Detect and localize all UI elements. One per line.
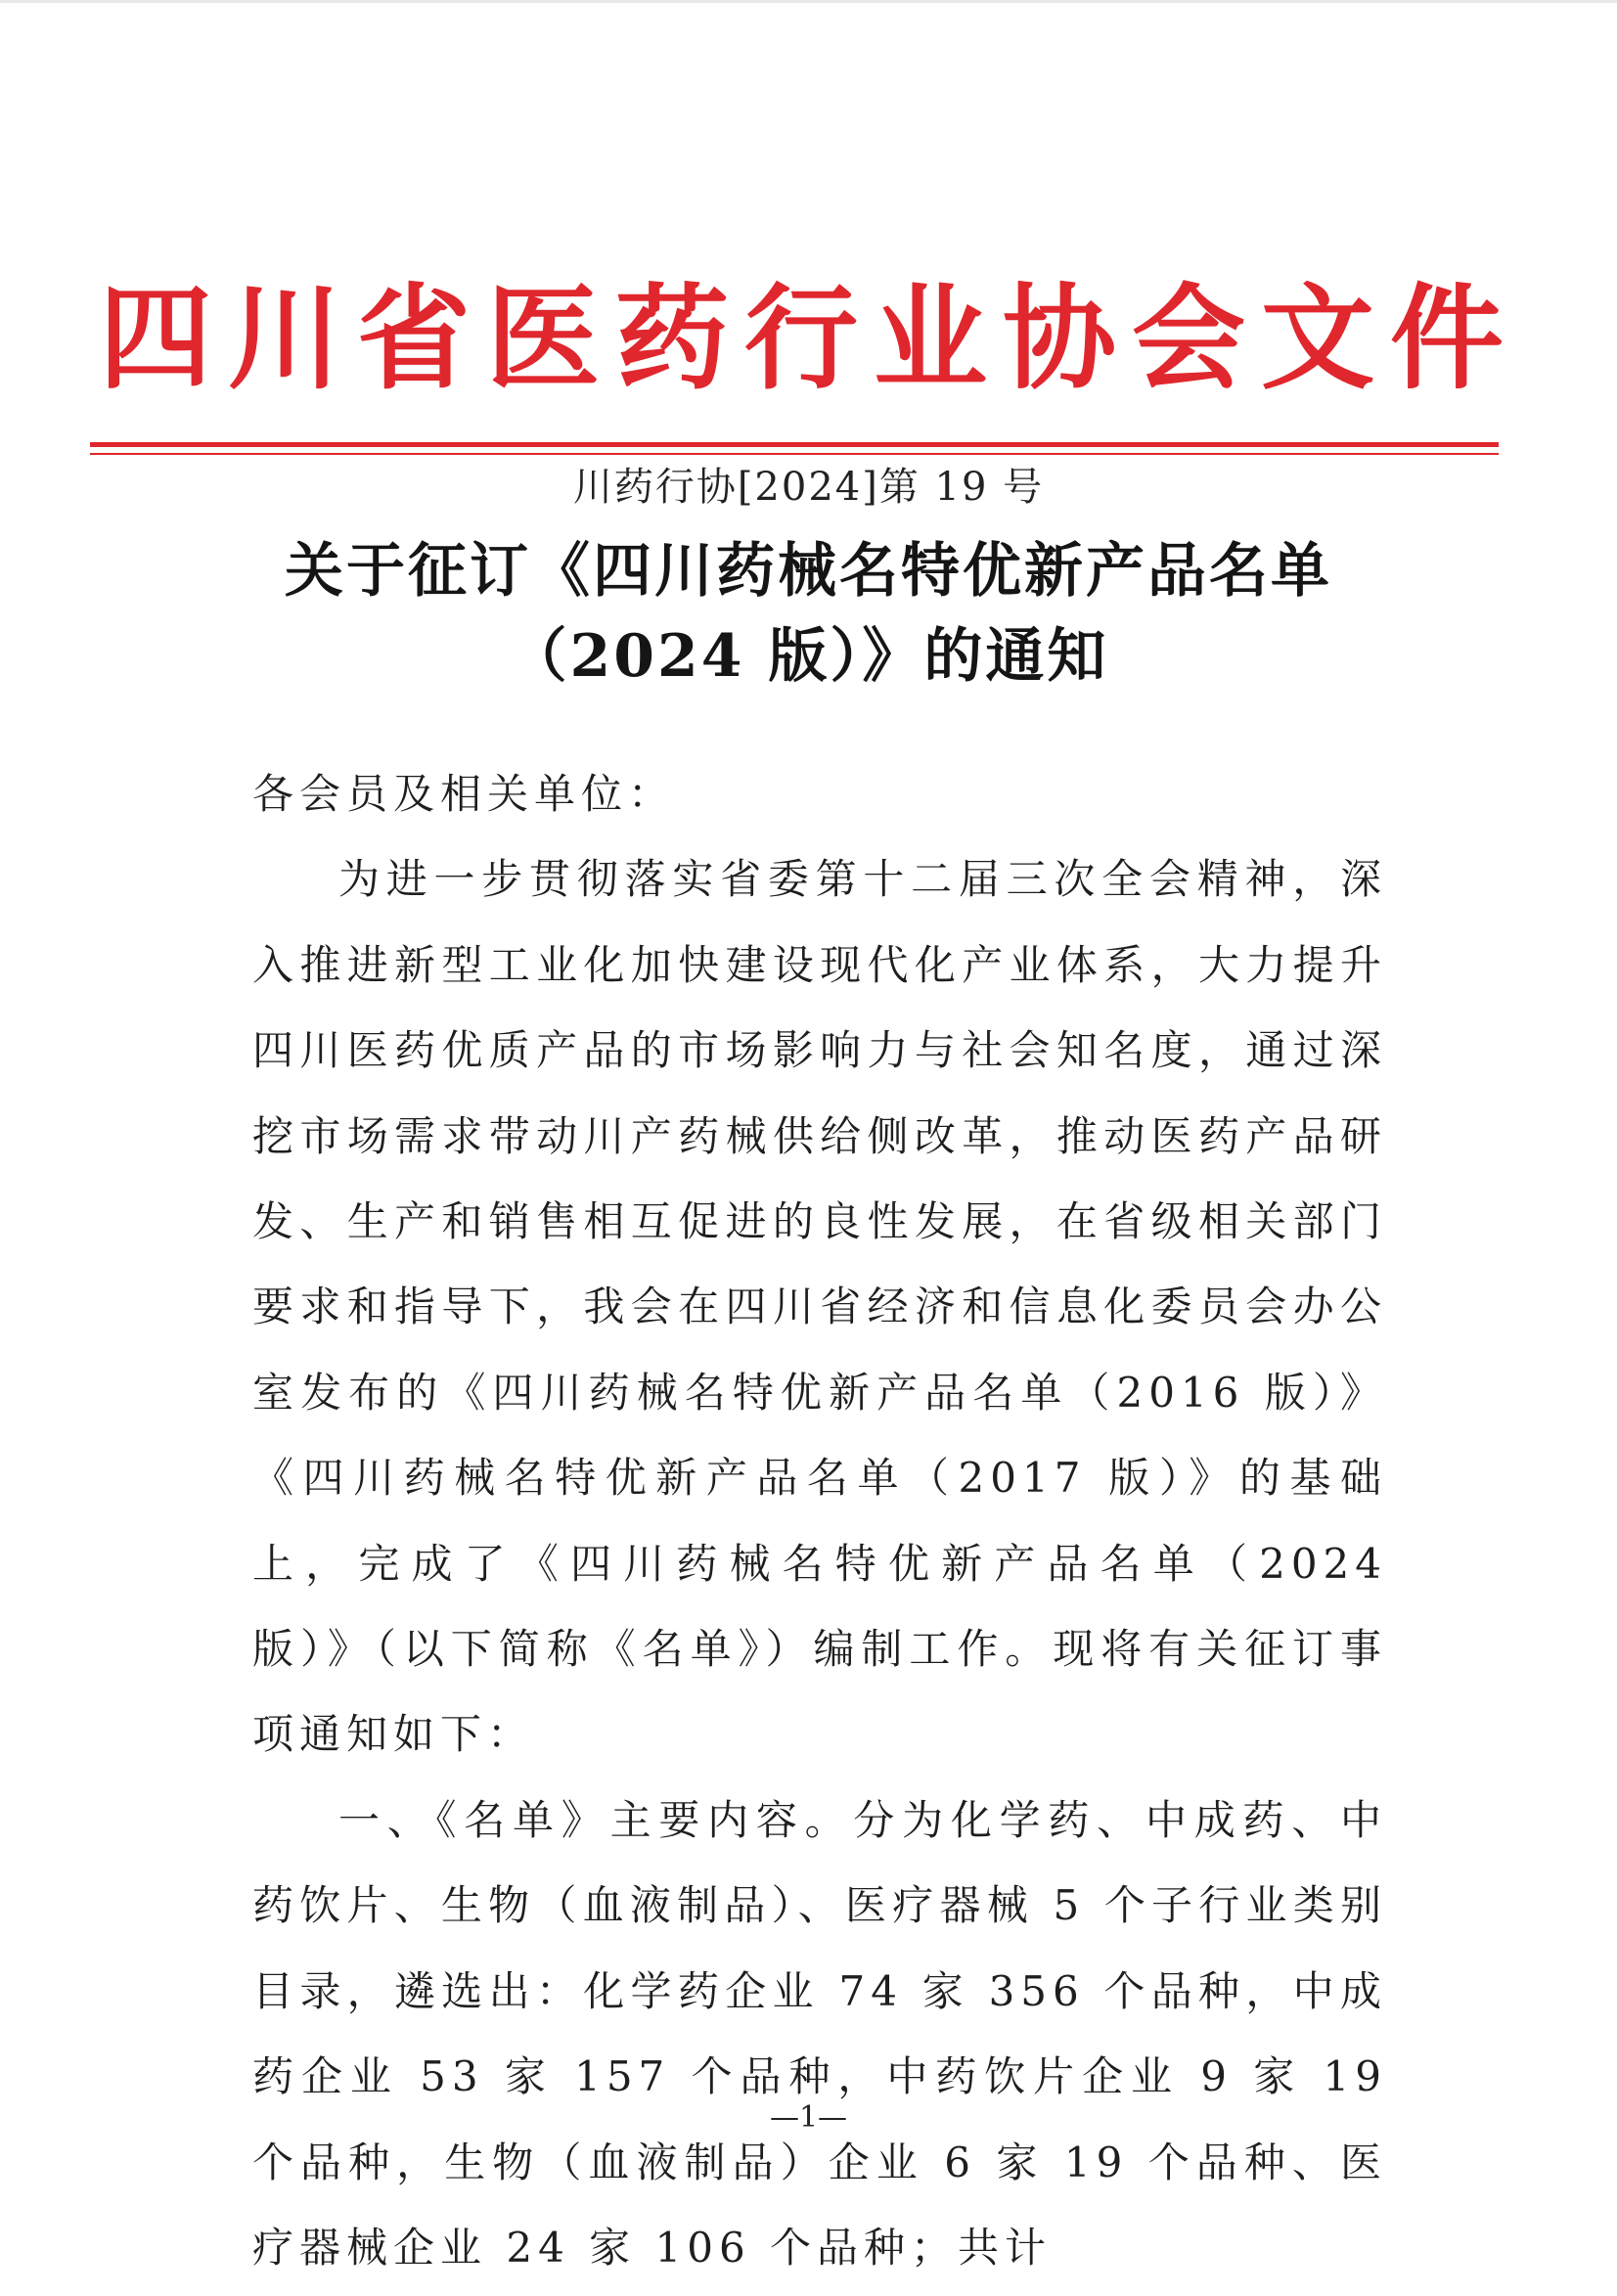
header-divider-thin [90,453,1499,455]
document-title-line-2: （2024 版）》的通知 [508,622,1109,691]
body-paragraph: 一、《名单》主要内容。分为化学药、中成药、中药饮片、生物（血液制品）、医疗器械 5 个子行业类别目录，遴选出：化学药企业 74 家 356 个品种，中成药企业 53 家 157 个品种，中药饮片企业 9 家 19 个品种，生物（血液制品）企业 6 家 19 个品种、医疗器械企业 24 家 106 个品种；共计 [252,1795,1387,2272]
salutation: 各会员及相关单位： [252,770,676,818]
scan-edge [0,0,1617,3]
page-number: —1— [769,2100,848,2135]
document-body [252,751,1387,2290]
document-title-line-1: 关于征订《四川药械名特优新产品名单 [285,537,1332,606]
document-number: 川药行协[2024]第 19 号 [572,465,1045,510]
body-paragraph: 为进一步贯彻落实省委第十二届三次全会精神，深入推进新型工业化加快建设现代化产业体系，大力提升四川医药优质产品的市场影响力与社会知名度，通过深挖市场需求带动川产药械供给侧改革，推动医药产品研发、生产和销售相互促进的良性发展，在省级相关部门要求和指导下，我会在四川省经济和信息化委员会办公室发布的《四川药械名特优新产品名单（2016 版）》《四川药械名特优新产品名单（2017 版）》的基础上，完成了《四川药械名特优新产品名单（2024 版）》（以下简称《名单》）编制工作。现将有关征订事项通知如下： [252,855,1387,1759]
header-divider-thick [90,442,1499,447]
issuing-organization-header: 四川省医药行业协会文件 [99,273,1519,405]
